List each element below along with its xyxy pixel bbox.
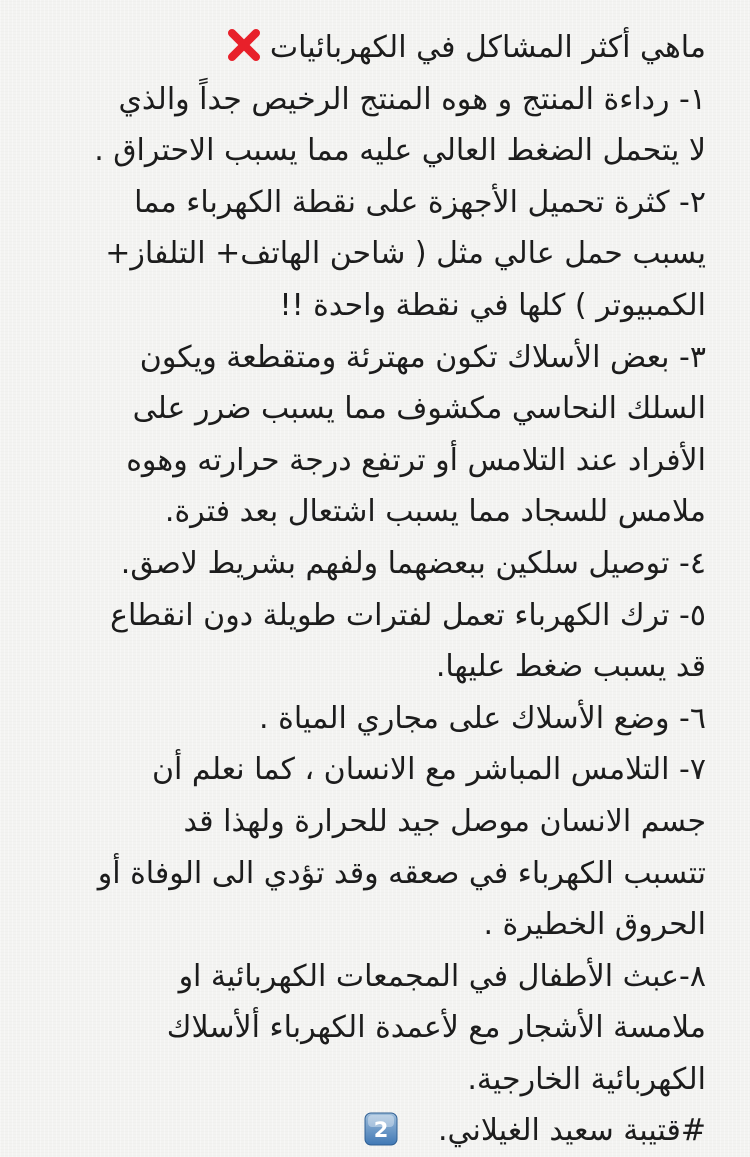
note-line: ٤- توصيل سلكين ببعضهما ولفهم بشريط لاصق. (120, 545, 706, 581)
note-line: ٥- ترك الكهرباء تعمل لفترات طويلة دون انقطاع (110, 597, 706, 633)
note-line: الحروق الخطيرة . (483, 907, 706, 943)
note-line: ٨-عبث الأطفال في المجمعات الكهربائية او (178, 958, 706, 994)
note-line: تتسبب الكهرباء في صعقه وقد تؤدي الى الوفاة أو (97, 855, 706, 891)
note-line: الكهربائية الخارجية. (467, 1061, 706, 1097)
note-line: ٢- كثرة تحميل الأجهزة على نقطة الكهرباء مما (134, 184, 706, 220)
note-line: ملامس للسجاد مما يسبب اشتعال بعد فترة. (164, 494, 706, 530)
note-title-line (44, 22, 706, 74)
note-line: ٦- وضع الأسلاك على مجاري المياة . (259, 700, 706, 736)
note-line: قد يسبب ضغط عليها. (435, 649, 706, 685)
note-title: ماهي أكثر المشاكل في الكهربائيات (269, 30, 706, 65)
keycap-two-icon (364, 1111, 398, 1145)
signature-line (44, 1105, 706, 1157)
note-line: السلك النحاسي مكشوف مما يسبب ضرر على (132, 391, 706, 427)
keycap-number: 2 (373, 1118, 389, 1143)
cross-mark-icon (224, 25, 264, 65)
note-line: ملامسة الأشجار مع لأعمدة الكهرباء ألأسلاك (166, 1010, 706, 1046)
note-line: جسم الانسان موصل جيد للحرارة ولهذا قد (183, 803, 706, 839)
note-line: ٣- بعض الأسلاك تكون مهترئة ومتقطعة ويكون (139, 339, 706, 375)
note-line: لا يتحمل الضغط العالي عليه مما يسبب الاحتراق . (94, 133, 706, 169)
note-line: الكمبيوتر ) كلها في نقطة واحدة !! (279, 287, 706, 323)
note-line: ٧- التلامس المباشر مع الانسان ، كما نعلم أن (152, 752, 706, 788)
note-line: ١- رداءة المنتج و هوه المنتج الرخيص جداً والذي (118, 81, 706, 117)
signature-hashtag: #قتيبة سعيد الغيلاني. (438, 1113, 706, 1149)
note-line: يسبب حمل عالي مثل ( شاحن الهاتف+ التلفاز+ (105, 236, 706, 272)
note-line: الأفراد عند التلامس أو ترتفع درجة حرارته وهوه (126, 442, 706, 478)
